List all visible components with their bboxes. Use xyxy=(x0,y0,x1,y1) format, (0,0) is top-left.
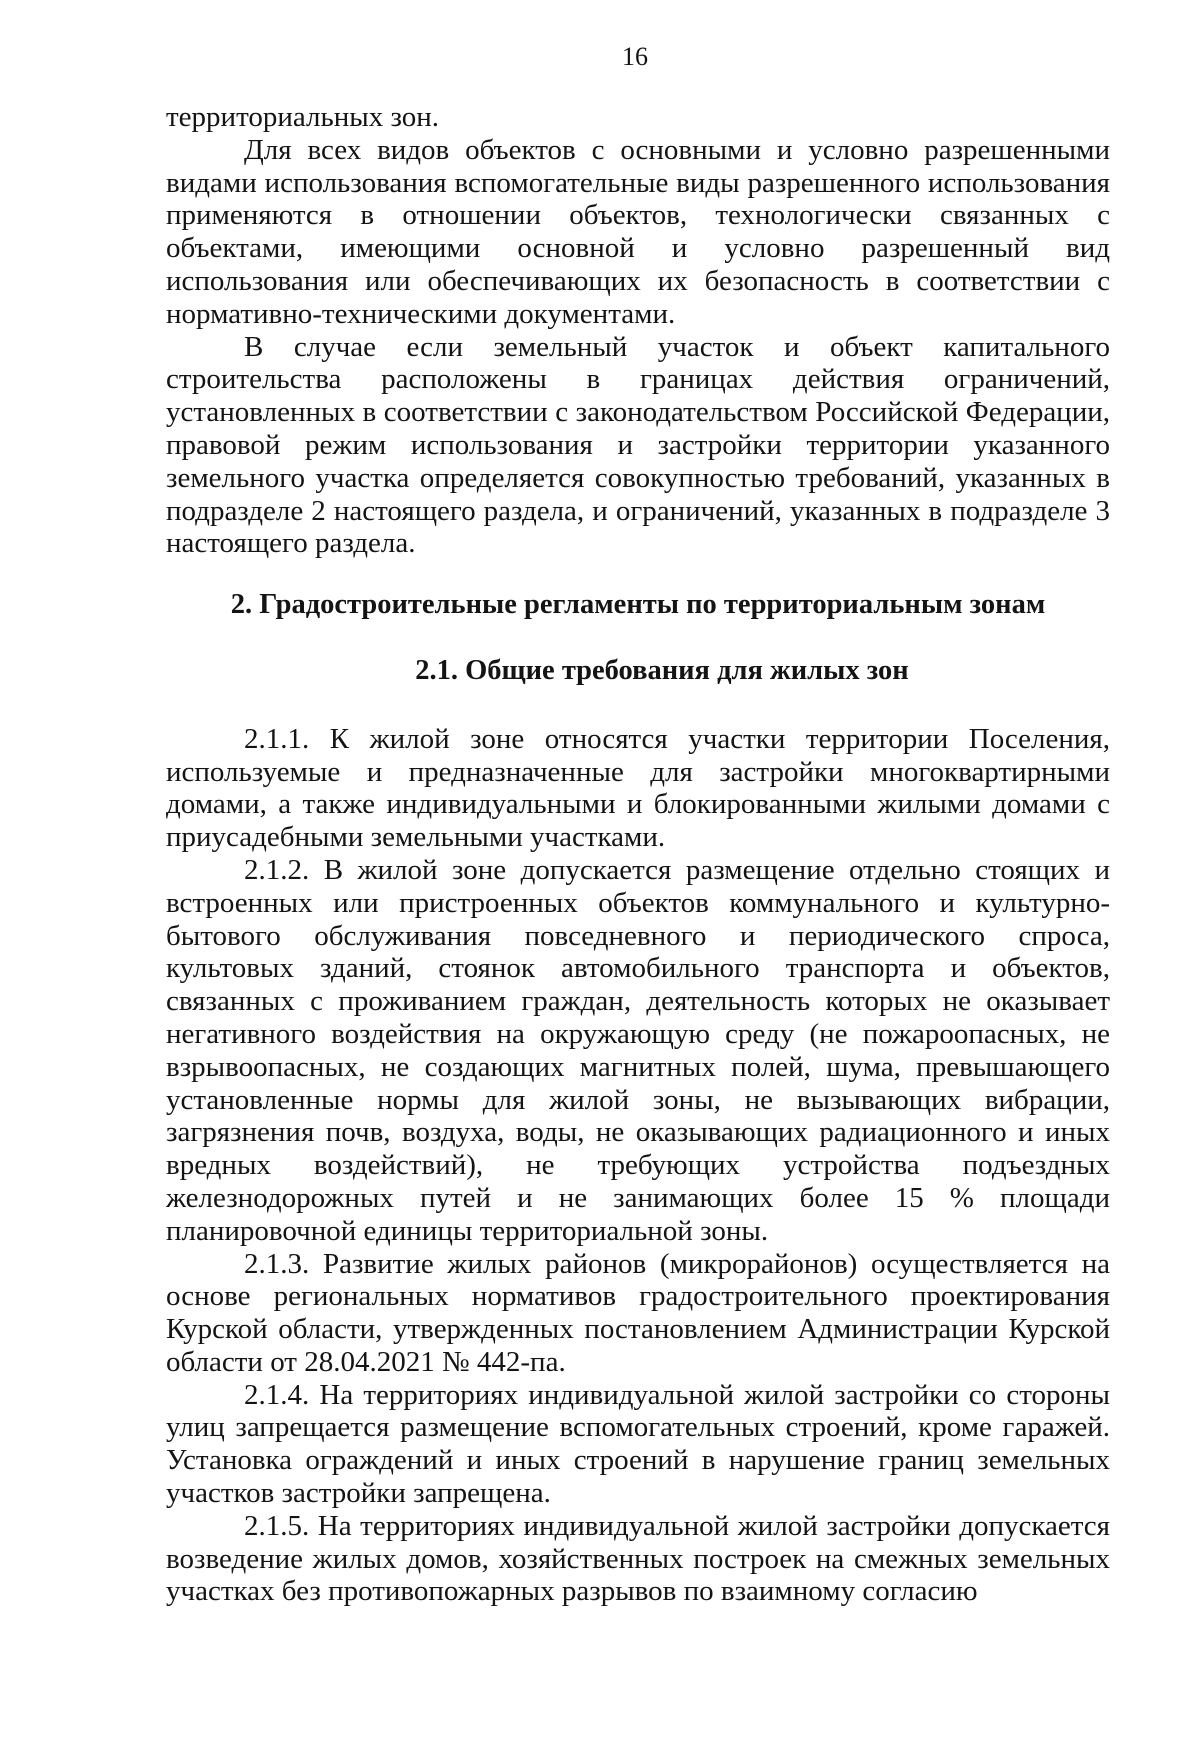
clause-2-1-3: 2.1.3. Развитие жилых районов (микрорайонов) осуществляется на основе региональных нормативов градостроительного проектирования Курской области, утвержденных постановлением Администрации Курской области от 28.04.2021 № 442-па. xyxy=(166,1247,1110,1378)
page-number: 16 xyxy=(622,42,648,71)
paragraph-continuation: территориальных зон. xyxy=(166,101,440,133)
paragraph-restrictions: В случае если земельный участок и объект капитального строительства расположены в границах действия ограничений, установленных в соответствии с законодательством Российской Федерации, правовой режим использования и застройки территории указанного земельного участка определяется совокупностью требований, указанных в подразделе 2 настоящего раздела, и ограничений, указанных в подразделе 3 настоящего раздела. xyxy=(166,330,1110,560)
clause-2-1-4: 2.1.4. На территориях индивидуальной жилой застройки со стороны улиц запрещается размещение вспомогательных строений, кроме гаражей. Установка ограждений и иных строений в нарушение границ земельных участков застройки запрещена. xyxy=(166,1378,1110,1510)
paragraph-auxiliary-uses: Для всех видов объектов с основными и условно разрешенными видами использования вспомогательные виды разрешенного использования применяются в отношении объектов, технологически связанных с объектами, имеющими основной и условно разрешенный вид использования или обеспечивающих их безопасность в соответствии с нормативно-техническими документами. xyxy=(166,133,1110,330)
document-body xyxy=(166,101,1110,1608)
section-heading: 2. Градостроительные регламенты по территориальным зонам xyxy=(230,589,1046,621)
clause-2-1-2: 2.1.2. В жилой зоне допускается размещение отдельно стоящих и встроенных или пристроенных объектов коммунального и культурно-бытового обслуживания повседневного и периодического спроса, культовых зданий, стоянок автомобильного транспорта и объектов, связанных с проживанием граждан, деятельность которых не оказывает негативного воздействия на окружающую среду (не пожароопасных, не взрывоопасных, не создающих магнитных полей, шума, превышающего установленные нормы для жилой зоны, не вызывающих вибрации, загрязнения почв, воздуха, воды, не оказывающих радиационного и иных вредных воздействий), не требующих устройства подъездных железнодорожных путей и не занимающих более 15 % площади планировочной единицы территориальной зоны. xyxy=(166,853,1110,1247)
subsection-heading: 2.1. Общие требования для жилых зон xyxy=(415,654,909,686)
clause-2-1-5: 2.1.5. На территориях индивидуальной жилой застройки допускается возведение жилых домов, хозяйственных построек на смежных земельных участках без противопожарных разрывов по взаимному согласию xyxy=(166,1509,1110,1608)
clause-2-1-1: 2.1.1. К жилой зоне относятся участки территории Поселения, используемые и предназначенные для застройки многоквартирными домами, а также индивидуальными и блокированными жилыми домами с приусадебными земельными участками. xyxy=(166,722,1110,854)
